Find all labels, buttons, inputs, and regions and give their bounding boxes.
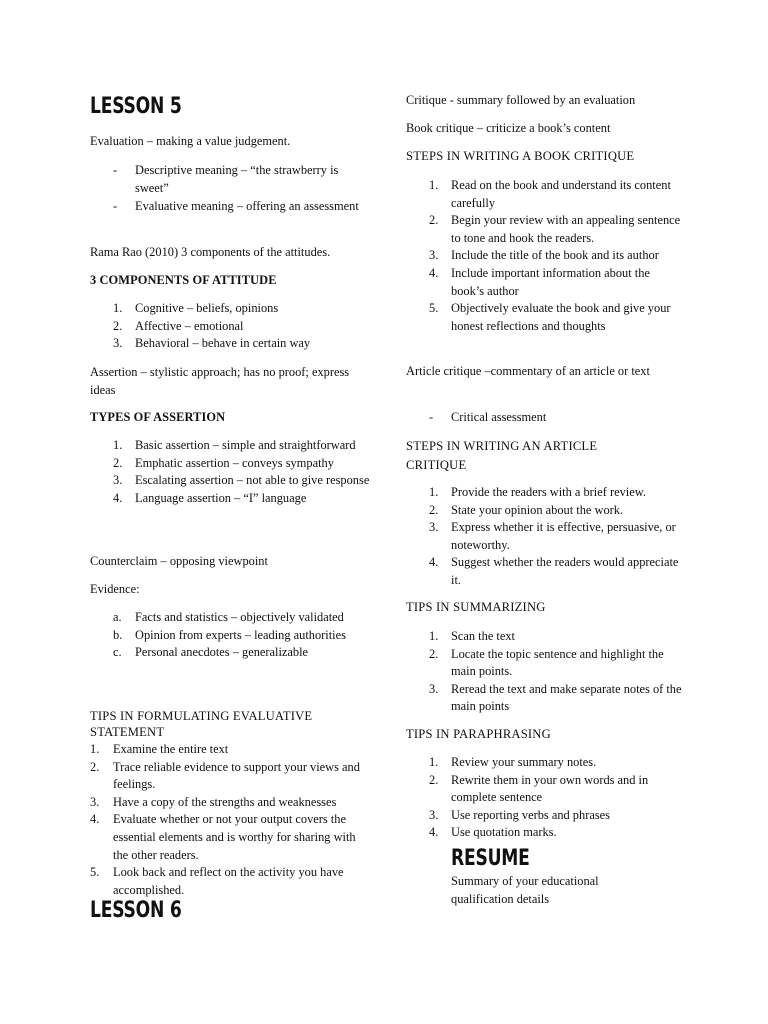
list-marker: 2. xyxy=(90,759,100,774)
list-item-text: Evaluate whether or not your output covers the essential elements and is worthy for sharing with the other readers. xyxy=(113,812,356,862)
paraphrasing-tips-heading: TIPS IN PARAPHRASING xyxy=(406,727,551,741)
list-item-text: Emphatic assertion – conveys sympathy xyxy=(135,455,334,470)
list-item xyxy=(406,772,686,807)
list-item xyxy=(90,741,370,759)
list-item-text: Examine the entire text xyxy=(113,742,229,756)
list-item-text: Include the title of the book and its author xyxy=(451,248,659,263)
list-marker: a. xyxy=(113,610,122,624)
list-item xyxy=(90,490,370,508)
list-item-text: Evaluative meaning – offering an assessment xyxy=(135,199,359,214)
list-item-text: Use quotation marks. xyxy=(451,825,557,840)
list-item xyxy=(406,554,686,589)
list-item-text: Look back and reflect on the activity you have accomplished. xyxy=(113,865,344,897)
list-item-text: Use reporting verbs and phrases xyxy=(451,807,610,822)
list-marker: - xyxy=(113,199,118,214)
list-item xyxy=(406,502,686,520)
book-critique-steps-heading: STEPS IN WRITING A BOOK CRITIQUE xyxy=(406,149,635,163)
list-item xyxy=(90,455,370,473)
list-marker: 3. xyxy=(429,520,439,535)
list-marker: - xyxy=(113,163,118,177)
list-item xyxy=(406,247,686,265)
list-item xyxy=(90,759,370,794)
list-marker: 2. xyxy=(429,502,439,517)
list-marker: 3. xyxy=(429,248,439,263)
list-marker: 1. xyxy=(113,301,123,315)
list-marker: 1. xyxy=(429,755,439,769)
list-item-text: Opinion from experts – leading authorities xyxy=(135,627,346,642)
summarizing-tips-heading: TIPS IN SUMMARIZING xyxy=(406,600,546,614)
meanings-list xyxy=(90,162,370,216)
list-item xyxy=(406,824,686,842)
book-critique-steps-list xyxy=(406,177,686,335)
list-item xyxy=(90,627,370,645)
list-marker: 3. xyxy=(90,794,100,809)
list-item xyxy=(90,864,370,899)
list-item xyxy=(90,198,370,216)
list-item-text: Rewrite them in your own words and in complete sentence xyxy=(451,772,649,805)
list-marker: 4. xyxy=(429,265,439,280)
list-marker: 4. xyxy=(429,825,439,840)
assertion-definition: Assertion – stylistic approach; has no proof; express ideas xyxy=(90,365,350,397)
list-marker: 4. xyxy=(429,555,439,570)
list-item xyxy=(406,519,686,554)
list-marker: 2. xyxy=(429,646,439,661)
list-marker: c. xyxy=(113,645,122,660)
list-item-text: Language assertion – “I” language xyxy=(135,490,307,505)
evidence-list xyxy=(90,609,370,662)
list-item-text: Critical assessment xyxy=(451,410,547,424)
list-item xyxy=(406,265,686,300)
list-item-text: Behavioral – behave in certain way xyxy=(135,336,311,351)
list-item-text: Trace reliable evidence to support your views and feelings. xyxy=(113,759,360,792)
list-marker: 1. xyxy=(429,485,439,499)
list-marker: b. xyxy=(113,627,123,642)
list-item xyxy=(90,300,370,318)
list-item-text: Facts and statistics – objectively validated xyxy=(135,610,344,624)
list-marker: 3. xyxy=(113,473,123,488)
list-marker: 4. xyxy=(113,490,123,505)
list-marker: 3. xyxy=(429,681,439,696)
lesson-6-heading: LESSON 6 xyxy=(90,898,182,923)
list-marker: 1. xyxy=(90,742,100,756)
list-item xyxy=(90,794,370,812)
list-marker: 2. xyxy=(429,772,439,787)
list-item-text: Express whether it is effective, persuasive, or noteworthy. xyxy=(451,520,676,552)
list-item xyxy=(90,609,370,627)
evaluative-tips-list xyxy=(90,741,370,899)
list-item-text: Include important information about the book’s author xyxy=(451,265,650,298)
list-item-text: Cognitive – beliefs, opinions xyxy=(135,301,279,315)
list-item xyxy=(406,409,686,427)
list-item-text: Objectively evaluate the book and give your honest reflections and thoughts xyxy=(451,301,671,333)
list-item xyxy=(406,628,686,646)
list-item xyxy=(406,177,686,212)
list-marker: 1. xyxy=(429,178,439,192)
list-item-text: Provide the readers with a brief review. xyxy=(451,485,646,499)
evaluation-definition: Evaluation – making a value judgement. xyxy=(90,134,291,148)
list-item xyxy=(90,162,370,197)
list-item-text: Review your summary notes. xyxy=(451,755,597,769)
list-item-text: Locate the topic sentence and highlight the main points. xyxy=(451,646,664,679)
resume-definition: Summary of your educational qualification details xyxy=(451,874,599,906)
list-marker: - xyxy=(429,410,434,424)
list-item-text: Personal anecdotes – generalizable xyxy=(135,645,309,660)
components-list xyxy=(90,300,370,353)
list-item-text: Read on the book and understand its content carefully xyxy=(451,178,671,210)
components-heading: 3 COMPONENTS OF ATTITUDE xyxy=(90,273,277,287)
list-marker: 5. xyxy=(90,865,100,880)
counterclaim-definition: Counterclaim – opposing viewpoint xyxy=(90,554,268,568)
lesson-5-heading: LESSON 5 xyxy=(90,94,182,119)
list-item xyxy=(406,484,686,502)
list-item xyxy=(90,318,370,336)
list-item-text: Basic assertion – simple and straightforward xyxy=(135,438,356,452)
list-marker: 3. xyxy=(113,336,123,351)
list-item-text: Suggest whether the readers would appreciate it. xyxy=(451,555,679,587)
list-marker: 2. xyxy=(113,455,123,470)
list-item xyxy=(90,335,370,353)
list-item xyxy=(406,754,686,772)
assertion-types-list xyxy=(90,437,370,507)
list-marker: 5. xyxy=(429,301,439,316)
list-item xyxy=(406,807,686,825)
book-critique-definition: Book critique – criticize a book’s content xyxy=(406,121,611,135)
list-item-text: Descriptive meaning – “the strawberry is sweet” xyxy=(135,163,339,195)
list-item xyxy=(406,300,686,335)
article-critique-steps-heading: STEPS IN WRITING AN ARTICLE CRITIQUE xyxy=(406,439,598,472)
list-marker: 3. xyxy=(429,807,439,822)
list-item xyxy=(90,437,370,455)
list-marker: 1. xyxy=(113,438,123,452)
rama-rao-note: Rama Rao (2010) 3 components of the attitudes. xyxy=(90,245,331,259)
critique-definition: Critique - summary followed by an evaluation xyxy=(406,93,636,107)
article-critique-points xyxy=(406,409,686,427)
list-item-text: Reread the text and make separate notes of the main points xyxy=(451,681,682,714)
list-item xyxy=(90,472,370,490)
list-item xyxy=(90,811,370,864)
list-item-text: Have a copy of the strengths and weaknesses xyxy=(113,794,337,809)
article-critique-steps-list xyxy=(406,484,686,590)
list-item-text: Affective – emotional xyxy=(135,318,244,333)
list-marker: 4. xyxy=(90,812,100,827)
list-item xyxy=(406,212,686,247)
evaluative-tips-heading: TIPS IN FORMULATING EVALUATIVE STATEMENT xyxy=(90,709,313,739)
article-critique-definition: Article critique –commentary of an article or text xyxy=(406,364,650,378)
list-item-text: Escalating assertion – not able to give response xyxy=(135,473,370,488)
assertion-types-heading: TYPES OF ASSERTION xyxy=(90,410,226,424)
list-item-text: Scan the text xyxy=(451,629,515,643)
list-item xyxy=(90,644,370,662)
list-item-text: Begin your review with an appealing sentence to tone and hook the readers. xyxy=(451,213,681,245)
resume-heading: RESUME xyxy=(451,846,530,871)
list-item xyxy=(406,681,686,716)
paraphrasing-tips-list xyxy=(406,754,686,842)
list-marker: 1. xyxy=(429,629,439,643)
summarizing-tips-list xyxy=(406,628,686,716)
list-item xyxy=(406,646,686,681)
evidence-label: Evidence: xyxy=(90,582,140,596)
list-marker: 2. xyxy=(113,318,123,333)
list-item-text: State your opinion about the work. xyxy=(451,502,624,517)
list-marker: 2. xyxy=(429,213,439,228)
